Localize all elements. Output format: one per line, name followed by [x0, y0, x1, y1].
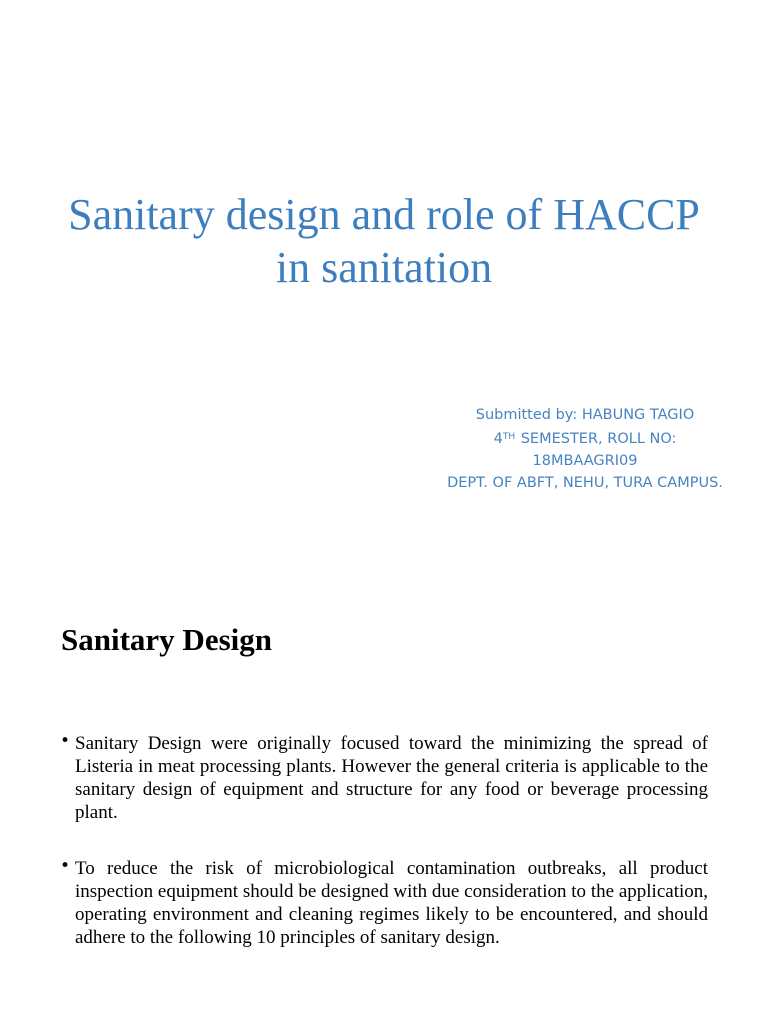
department-text: DEPT. OF ABFT, NEHU, TURA CAMPUS.: [447, 475, 723, 491]
submitted-by-text: Submitted by: HABUNG TAGIO: [475, 407, 695, 423]
list-item: [60, 732, 708, 824]
content-slide: [0, 580, 768, 1024]
list-item: [60, 857, 708, 949]
slide-heading: Sanitary Design: [61, 622, 272, 657]
semester-roll-text: [440, 426, 730, 472]
submission-info: [440, 404, 730, 494]
bullet-icon: •: [60, 731, 71, 751]
slide-title: Sanitary design and role of HACCP in sanitation: [68, 190, 700, 292]
bullet-list: [60, 732, 708, 982]
bullet-text: Sanitary Design were originally focused toward the minimizing the spread of Listeria in meat processing plants. However the general criteria is applicable to the sanitary design of equipment and structure for any food or beverage processing plant.: [75, 733, 708, 823]
bullet-icon: •: [60, 856, 71, 876]
semester-roll-rest: SEMESTER, ROLL NO: 18MBAAGRI09: [520, 431, 677, 469]
semester-ordinal-suffix: TH: [502, 432, 516, 442]
bullet-text: To reduce the risk of microbiological contamination outbreaks, all product inspection equipment should be designed with due consideration to the application, operating environment and cleaning regimes likely to be encountered, and should adhere to the following 10 principles of sanitary design.: [75, 858, 708, 948]
semester-number: 4: [493, 431, 503, 447]
